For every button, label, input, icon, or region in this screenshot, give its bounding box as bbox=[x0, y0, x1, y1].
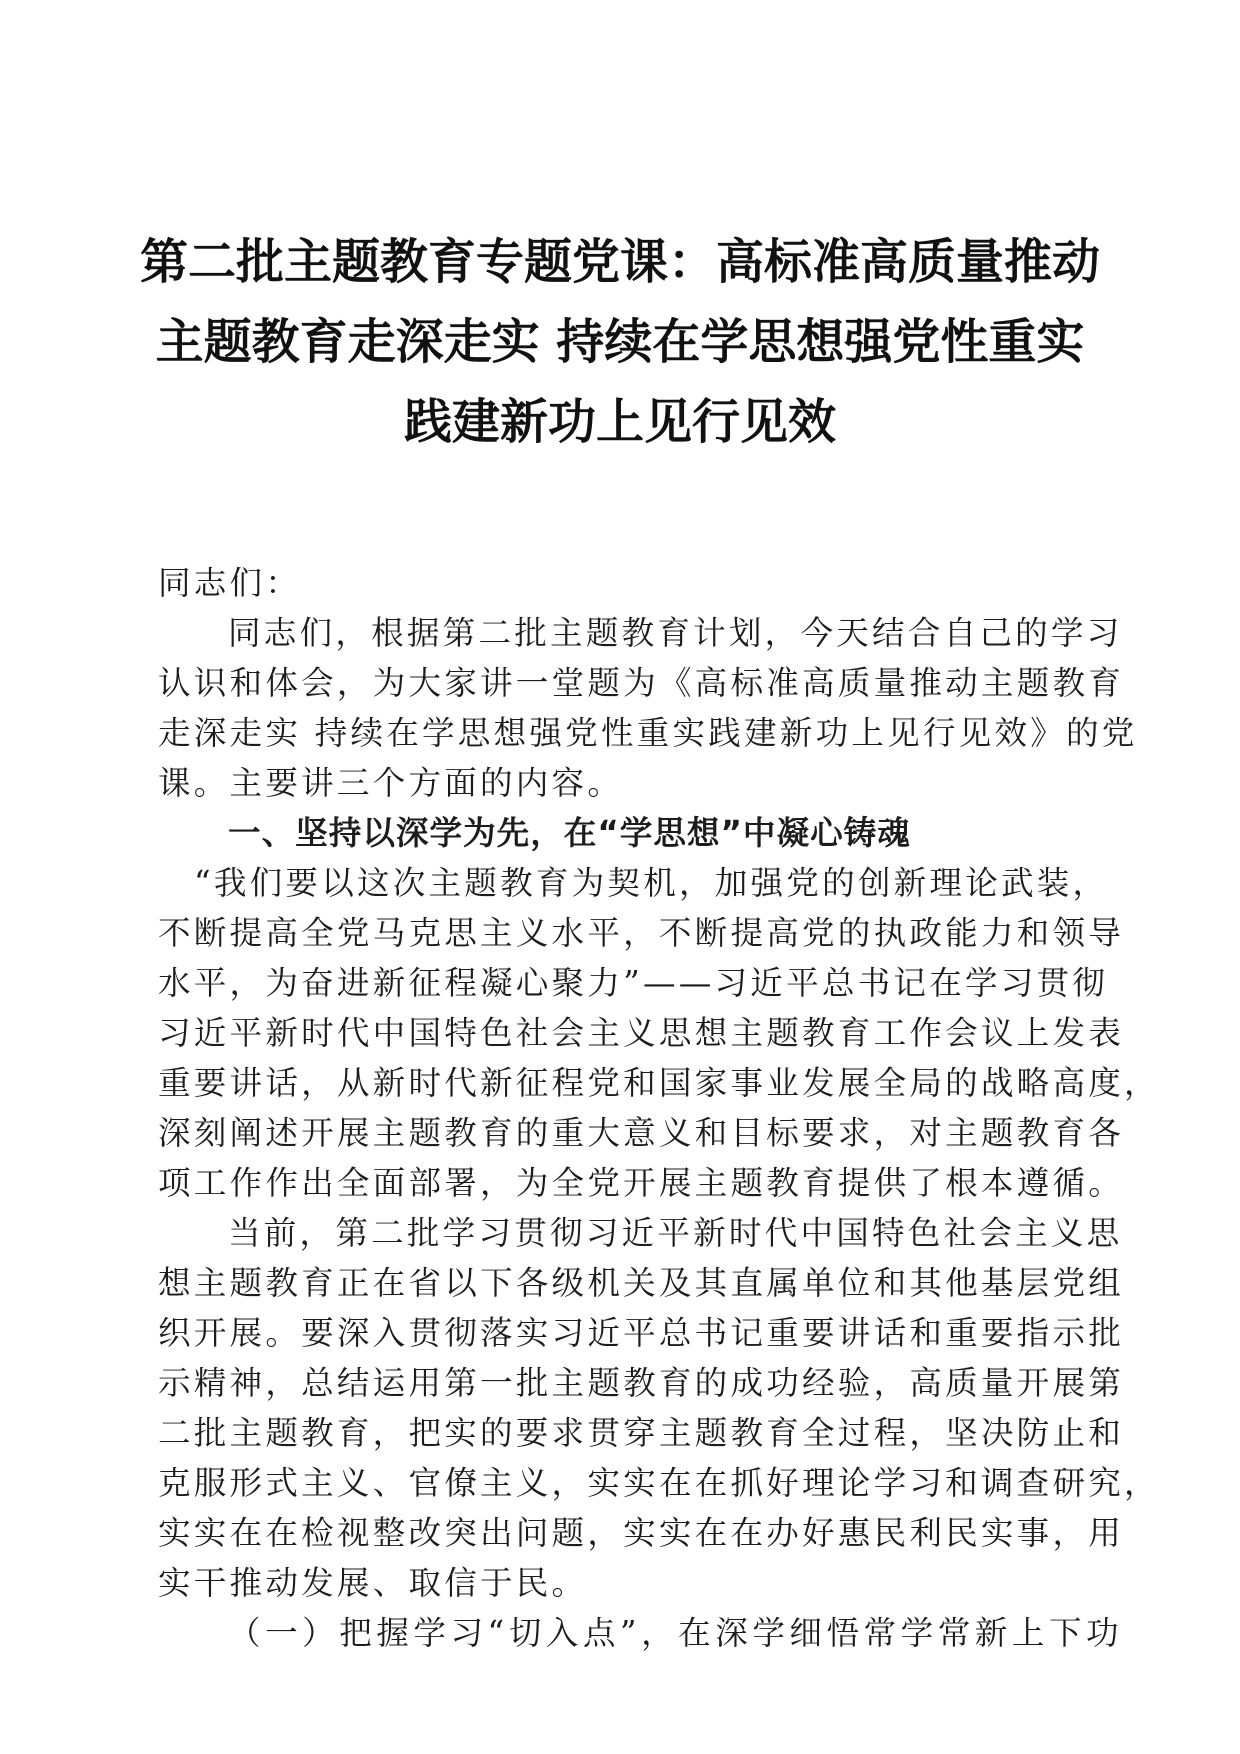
title-line: 主题教育走深走实 持续在学思想强党性重实 bbox=[155, 314, 1085, 370]
paragraph-line: 二批主题教育，把实的要求贯穿主题教育全过程，坚决防止和 bbox=[158, 1414, 1125, 1452]
section-heading: 一、坚持以深学为先，在“学思想”中凝心铸魂 bbox=[228, 814, 911, 852]
paragraph-line: 水平，为奋进新征程凝心聚力”——习近平总书记在学习贯彻 bbox=[158, 964, 1109, 1002]
paragraph-line: 不断提高全党马克思主义水平，不断提高党的执政能力和领导 bbox=[158, 914, 1125, 952]
paragraph-line: 克服形式主义、官僚主义，实实在在抓好理论学习和调查研究， bbox=[158, 1464, 1160, 1502]
paragraph-line: 深刻阐述开展主题教育的重大意义和目标要求，对主题教育各 bbox=[158, 1114, 1125, 1152]
intro-line: 走深走实 持续在学思想强党性重实践建新功上见行见效》的党 bbox=[158, 714, 1138, 752]
intro-line: 同志们，根据第二批主题教育计划，今天结合自己的学习 bbox=[228, 614, 1123, 652]
paragraph-line: 项工作作出全面部署，为全党开展主题教育提供了根本遵循。 bbox=[158, 1164, 1125, 1202]
salutation: 同志们： bbox=[158, 564, 302, 602]
document-title bbox=[140, 222, 1100, 462]
subsection-heading: （一）把握学习“切入点”，在深学细悟常学常新上下功 bbox=[228, 1614, 1124, 1652]
paragraph-line: 实实在在检视整改突出问题，实实在在办好惠民利民实事，用 bbox=[158, 1514, 1125, 1552]
paragraph-line: 织开展。要深入贯彻落实习近平总书记重要讲话和重要指示批 bbox=[158, 1314, 1125, 1352]
title-line: 第二批主题教育专题党课：高标准高质量推动 bbox=[140, 234, 1101, 290]
paragraph-line: 实干推动发展、取信于民。 bbox=[158, 1564, 588, 1602]
paragraph-line: 习近平新时代中国特色社会主义思想主题教育工作会议上发表 bbox=[158, 1014, 1125, 1052]
paragraph-line: 当前，第二批学习贯彻习近平新时代中国特色社会主义思 bbox=[228, 1214, 1123, 1252]
document-body bbox=[158, 558, 1160, 1658]
intro-line: 课。主要讲三个方面的内容。 bbox=[158, 764, 624, 802]
paragraph-line: 重要讲话，从新时代新征程党和国家事业发展全局的战略高度， bbox=[158, 1064, 1160, 1102]
intro-line: 认识和体会，为大家讲一堂题为《高标准高质量推动主题教育 bbox=[158, 664, 1125, 702]
paragraph-line: 示精神，总结运用第一批主题教育的成功经验，高质量开展第 bbox=[158, 1364, 1125, 1402]
title-line: 践建新功上见行见效 bbox=[403, 394, 836, 450]
paragraph-line: 想主题教育正在省以下各级机关及其直属单位和其他基层党组 bbox=[158, 1264, 1125, 1302]
paragraph-line: “我们要以这次主题教育为契机，加强党的创新理论武装， bbox=[194, 864, 1109, 902]
